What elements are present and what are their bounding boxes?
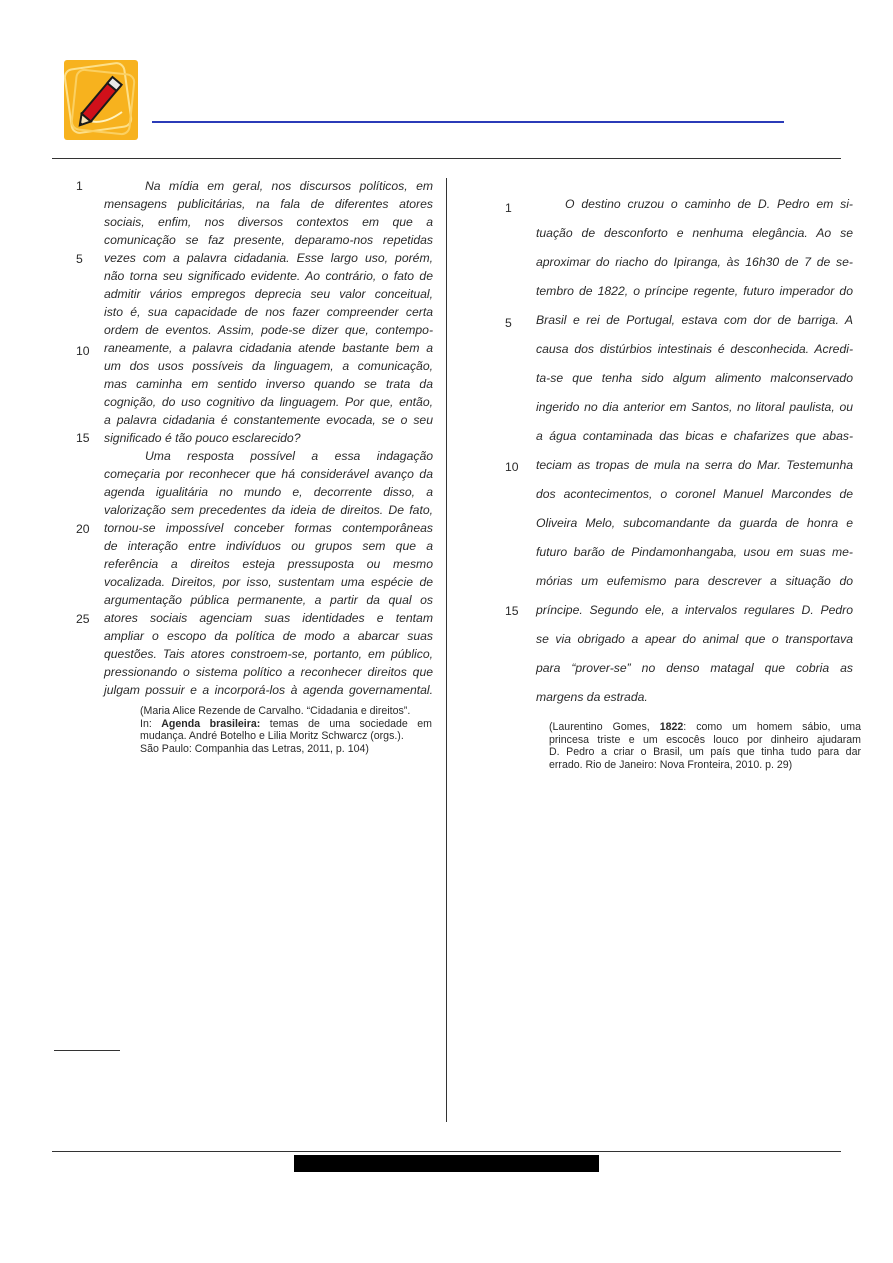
text-line: dos acontecimentos, o coronel Manuel Marcondes de <box>536 487 853 501</box>
line-number: 20 <box>76 522 90 536</box>
text-line: agenda igualitária no mundo e, decorrente disso, a <box>104 485 433 499</box>
left-citation <box>140 705 432 755</box>
text-line: tuação de desconforto e nenhuma elegância. Ao se <box>536 226 853 240</box>
citation-line: princesa triste e um escocês louco por dinheiro ajudaram <box>549 733 861 746</box>
text-line: margens da estrada. <box>536 690 648 704</box>
right-citation <box>549 721 861 771</box>
header-line <box>152 121 784 123</box>
text-line: vocalizada. Direitos, por isso, sustentam uma espécie de <box>104 575 433 589</box>
text-line: julgam possuir e a incorporá-los à agenda governamental. <box>104 683 433 697</box>
top-rule <box>52 158 841 159</box>
citation-line: São Paulo: Companhia das Letras, 2011, p. 104) <box>140 742 369 755</box>
text-line: de interação entre indivíduos ou grupos sem que a <box>104 539 433 553</box>
book-title: Agenda brasileira: <box>161 717 261 730</box>
book-title: 1822 <box>659 721 684 733</box>
text-line: sociais, enfim, nos diversos contextos em que a <box>104 215 433 229</box>
text-line: O destino cruzou o caminho de D. Pedro em si- <box>565 197 853 211</box>
line-number: 10 <box>76 344 90 358</box>
line-number: 25 <box>76 612 90 626</box>
text-line: mensagens publicitárias, na fala de diferentes atores <box>104 197 433 211</box>
text-line: significado é tão pouco esclarecido? <box>104 431 301 445</box>
text-line: a água contaminada das bicas e chafarizes que abas- <box>536 429 853 443</box>
line-number: 1 <box>76 179 83 193</box>
line-number: 15 <box>505 604 519 618</box>
text-line: vezes com a palavra cidadania. Esse largo uso, porém, <box>104 251 433 265</box>
text-line: referência a direitos esteja pressuposta ou mesmo <box>104 557 433 571</box>
line-number: 5 <box>505 316 512 330</box>
text-line: ta-se que tenha sido algum alimento malconservado <box>536 371 853 385</box>
citation-line: mudança. André Botelho e Lilia Moritz Schwarcz (orgs.). <box>140 730 404 742</box>
text-line: Na mídia em geral, nos discursos políticos, em <box>145 179 433 193</box>
bottom-rule <box>52 1151 841 1152</box>
citation-line: D. Pedro a criar o Brasil, um país que tinha tudo para dar <box>549 746 861 758</box>
text-line: raneamente, a palavra cidadania atende bastante bem a <box>104 341 433 355</box>
line-number: 15 <box>76 431 90 445</box>
text-line: mas caminha em sentido inverso quando se trata da <box>104 377 433 391</box>
pencil-logo-icon <box>64 60 138 140</box>
text-line: pressionando o sistema político a reconhecer direitos que <box>104 665 433 679</box>
text-line: Uma resposta possível a essa indagação <box>145 449 433 463</box>
text-line: questões. Tais atores constroem-se, portanto, em público, <box>104 647 433 661</box>
text-line: admitir vários empregos deprecia seu valor conceitual, <box>104 287 433 301</box>
column-divider <box>446 178 447 1122</box>
text-line: tornou-se impossível conceber formas contemporâneas <box>104 521 433 535</box>
text-line: um dos usos possíveis da linguagem, a comunicação, <box>104 359 433 373</box>
text-line: isto é, sua capacidade de nos fazer compreender certa <box>104 305 433 319</box>
text-line: cognição, do uso cognitivo da linguagem. Por que, então, <box>104 395 433 409</box>
text-line: atores sociais agenciam suas identidades e tentam <box>104 611 433 625</box>
line-number: 5 <box>76 252 83 266</box>
text-line: argumentação pública permanente, a partir da qual os <box>104 593 433 607</box>
text-line: para “prover-se” no denso matagal que cobria as <box>536 661 853 675</box>
line-number: 1 <box>505 201 512 215</box>
text-line: a palavra cidadania é constantemente evocada, se o seu <box>104 413 433 427</box>
text-line: valorização sem precedentes da ideia de direitos. De fato, <box>104 503 433 517</box>
text-line: começaria por reconhecer que há considerável avanço da <box>104 467 433 481</box>
line-number: 10 <box>505 460 519 474</box>
citation-line: (Laurentino Gomes, 1822: como um homem sábio, uma <box>549 721 862 733</box>
text-line: Brasil e rei de Portugal, estava com dor de barriga. A <box>536 313 853 327</box>
text-line: causa dos distúrbios intestinais é desconhecida. Acredi- <box>536 342 853 356</box>
footer-bar <box>294 1155 599 1172</box>
text-line: aproximar do riacho do Ipiranga, às 16h30 de 7 de se- <box>536 255 853 269</box>
text-line: não torna seu significado evidente. Ao contrário, o fato de <box>104 269 433 283</box>
text-line: teciam as tropas de mula na serra do Mar. Testemunha <box>536 458 853 472</box>
citation-line: In: Agenda brasileira: temas de uma sociedade em <box>140 717 432 730</box>
citation-line: errado. Rio de Janeiro: Nova Fronteira, 2010. p. 29) <box>549 758 793 771</box>
text-line: se via obrigado a apear do animal que o transportava <box>536 632 853 646</box>
text-line: ingerido no dia anterior em Santos, no litoral paulista, ou <box>536 400 853 414</box>
text-line: futuro barão de Pindamonhangaba, usou em suas me- <box>536 545 853 559</box>
footnote-rule <box>54 1050 120 1051</box>
text-line: tembro de 1822, o príncipe regente, futuro imperador do <box>536 284 853 298</box>
text-line: ordem de eventos. Assim, pode-se dizer que, contempo- <box>104 323 433 337</box>
citation-line: (Maria Alice Rezende de Carvalho. “Cidadania e direitos”. <box>140 705 411 717</box>
text-line: mórias um eufemismo para descrever a situação do <box>536 574 853 588</box>
text-line: ampliar o escopo da política de modo a abarcar suas <box>104 629 433 643</box>
text-line: Oliveira Melo, subcomandante da guarda de honra e <box>536 516 853 530</box>
text-line: comunicação se faz presente, deparamo-nos repetidas <box>104 233 433 247</box>
text-line: príncipe. Segundo ele, a intervalos regulares D. Pedro <box>536 603 853 617</box>
